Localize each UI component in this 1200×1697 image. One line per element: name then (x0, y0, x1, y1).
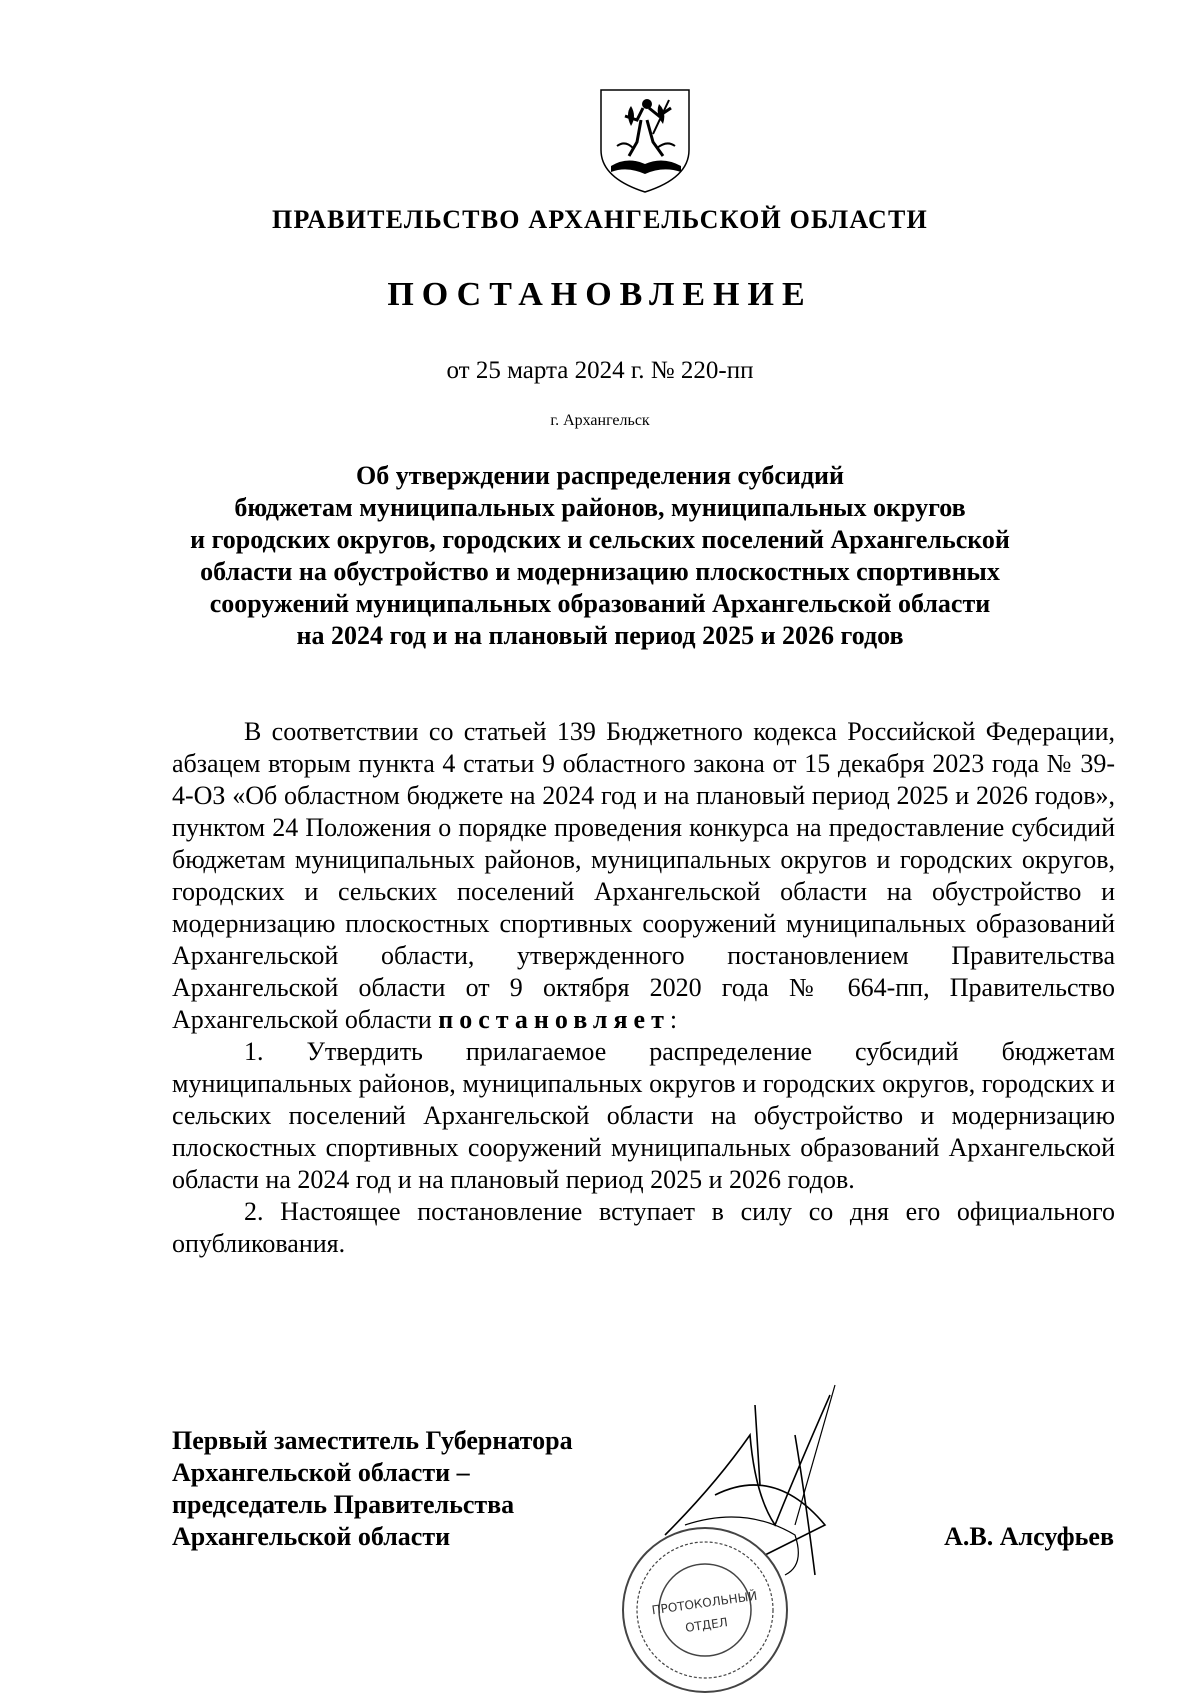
official-stamp-icon (615, 1515, 795, 1697)
position-line: Архангельской области – (172, 1458, 470, 1487)
signatory-position (172, 1425, 573, 1553)
signer-name: А.В. Алсуфьев (944, 1522, 1114, 1551)
document-type: ПОСТАНОВЛЕНИЕ (387, 276, 813, 313)
preamble-text: В соответствии со статьей 139 Бюджетного кодекса Российской Федерации, абзацем вторым пункта 4 статьи 9 областного закона от 15 декабря 2023 года № 39-4-ОЗ «Об областном бюджете на 2024 год и на плановый период 2025 и 2026 годов», пунктом 24 Положения о порядке проведения конкурса на предоставление субсидий бюджетам муниципальных районов, муниципальных округов и городских округов, городских и сельских поселений Архангельской области на обустройство и модернизацию плоскостных спортивных сооружений муниципальных образований Архангельской области, утвержденного постановлением Правительства Архангельской области от 9 октября 2020 года № 664-пп, Правительство Архангельской области (172, 717, 1115, 1034)
position-line: Первый заместитель Губернатора (172, 1426, 573, 1455)
title-line: на 2024 год и на плановый период 2025 и 2026 годов (296, 621, 904, 650)
title-line: области на обустройство и модернизацию плоскостных спортивных (200, 557, 1000, 586)
decree-word: постановляет (438, 1005, 670, 1034)
title-line: бюджетам муниципальных районов, муниципальных округов (234, 493, 966, 522)
position-line: председатель Правительства (172, 1490, 515, 1519)
stamp-text-1: ПРОТОКОЛЬНЫЙ (650, 1588, 759, 1618)
document-date-number: от 25 марта 2024 г. № 220-пп (446, 357, 754, 384)
document-title (150, 460, 1050, 652)
title-line: Об утверждении распределения субсидий (356, 461, 844, 490)
document-body (172, 716, 1115, 1260)
preamble-paragraph (172, 716, 1115, 1036)
title-line: сооружений муниципальных образований Архангельской области (209, 589, 991, 618)
stamp-text-2: ОТДЕЛ (684, 1615, 729, 1635)
item-1-paragraph: 1. Утвердить прилагаемое распределение субсидий бюджетам муниципальных районов, муниципальных округов и городских округов, городских и сельских поселений Архангельской области на обустройство и модернизацию плоскостных спортивных сооружений муниципальных образований Архангельской области на 2024 год и на плановый период 2025 и 2026 годов. (172, 1037, 1115, 1194)
item-2-paragraph: 2. Настоящее постановление вступает в силу со дня его официального опубликования. (172, 1197, 1115, 1258)
position-line: Архангельской области (172, 1522, 451, 1551)
title-line: и городских округов, городских и сельских поселений Архангельской (190, 525, 1010, 554)
coat-of-arms-icon (597, 86, 693, 196)
decree-colon: : (669, 1005, 678, 1034)
authority-name: ПРАВИТЕЛЬСТВО АРХАНГЕЛЬСКОЙ ОБЛАСТИ (272, 205, 928, 234)
document-city: г. Архангельск (550, 412, 650, 429)
